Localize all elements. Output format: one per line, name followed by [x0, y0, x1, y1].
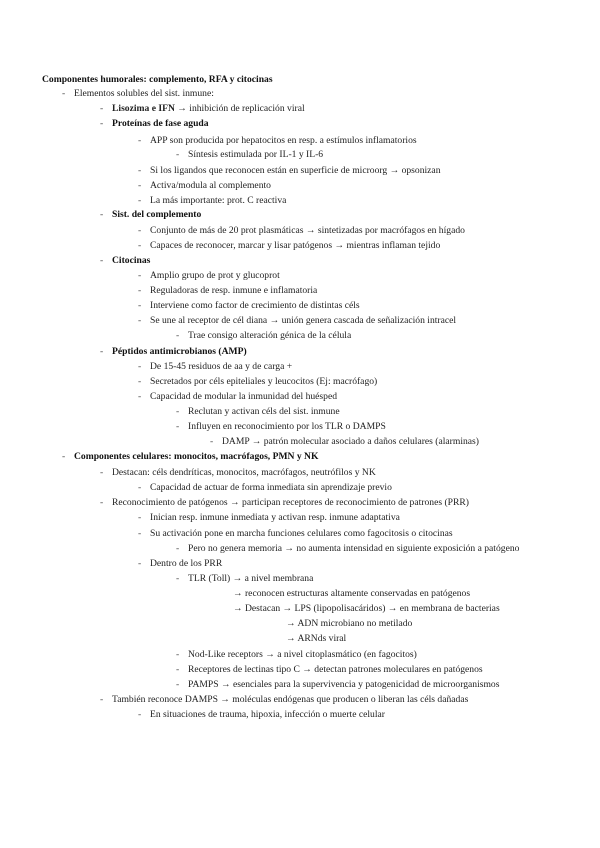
line-text: Se une al receptor de cél diana → unión genera cascada de señalización intracel [150, 315, 457, 326]
list-item [176, 648, 417, 662]
list-item [100, 345, 247, 359]
list-item [138, 481, 392, 495]
list-item [176, 542, 519, 556]
list-item [176, 420, 386, 434]
line-text: De 15-45 residuos de aa y de carga + [150, 361, 293, 372]
line-text: Dentro de los PRR [150, 558, 223, 569]
section-heading-humorales [42, 73, 273, 87]
dash-bullet: - [62, 88, 66, 99]
list-item [138, 557, 222, 571]
list-item [138, 269, 280, 283]
line-text: TLR (Toll) → a nivel membrana [188, 573, 314, 584]
dash-bullet: - [210, 436, 214, 447]
list-item [138, 194, 286, 208]
line-text: Trae consigo alteración génica de la célula [188, 330, 352, 341]
bold-run: Lisozima e IFN [112, 103, 175, 114]
section-heading-celulares [62, 450, 318, 464]
list-item [176, 572, 313, 586]
dash-bullet: - [138, 285, 142, 296]
line-text: Componentes celulares: monocitos, macrófagos, PMN y NK [74, 451, 319, 462]
list-item [100, 117, 209, 131]
list-item [138, 375, 377, 389]
list-item [138, 179, 271, 193]
dash-bullet: - [138, 376, 142, 387]
line-text: Conjunto de más de 20 prot plasmáticas → sintetizadas por macrófagos en hígado [150, 225, 465, 236]
line-text: Su activación pone en marcha funciones celulares como fagocitosis o citocinas [150, 528, 453, 539]
list-item [100, 254, 150, 268]
line-text: Destacan: céls dendríticas, monocitos, macrófagos, neutrófilos y NK [112, 467, 376, 478]
dash-bullet: - [138, 165, 142, 176]
dash-bullet: - [176, 149, 180, 160]
line-text: → reconocen estructuras altamente conservadas en patógenos [233, 588, 471, 599]
line-text: Nod-Like receptors → a nivel citoplasmático (en fagocitos) [188, 649, 417, 660]
line-text: DAMP → patrón molecular asociado a daños celulares (alarminas) [222, 436, 479, 447]
line-text: Reguladoras de resp. inmune e inflamatoria [150, 285, 318, 296]
line-text: Péptidos antimicrobianos (AMP) [112, 346, 247, 357]
list-item [138, 511, 400, 525]
line-text: Activa/modula al complemento [150, 180, 271, 191]
list-item [138, 360, 292, 374]
list-item [62, 87, 214, 101]
list-item [138, 284, 317, 298]
dash-bullet: - [138, 482, 142, 493]
dash-bullet: - [176, 330, 180, 341]
list-item [100, 496, 469, 510]
line-text: Proteínas de fase aguda [112, 118, 209, 129]
list-item [100, 466, 376, 480]
line-text: En situaciones de trauma, hipoxia, infección o muerte celular [150, 709, 385, 720]
continuation-line [233, 587, 470, 601]
line-text: Pero no genera memoria → no aumenta intensidad en siguiente exposición a patógeno [188, 543, 520, 554]
dash-bullet: - [138, 558, 142, 569]
line-text: Componentes humorales: complemento, RFA y citocinas [42, 74, 273, 85]
dash-bullet: - [176, 421, 180, 432]
list-item [138, 239, 440, 253]
line-text: Capacidad de modular la inmunidad del huésped [150, 391, 338, 402]
line-text: Capaces de reconocer, marcar y lisar patógenos → mientras inflaman tejido [150, 240, 441, 251]
line-text: Inician resp. inmune inmediata y activan resp. inmune adaptativa [150, 512, 400, 523]
dash-bullet: - [138, 391, 142, 402]
line-text: → Destacan → LPS (lipopolisacáridos) → en membrana de bacterias [233, 603, 500, 614]
line-text: Elementos solubles del sist. inmune: [74, 88, 214, 99]
dash-bullet: - [100, 694, 104, 705]
continuation-line [286, 617, 412, 631]
dash-bullet: - [100, 255, 104, 266]
list-item [138, 164, 441, 178]
dash-bullet: - [176, 573, 180, 584]
line-text: Sist. del complemento [112, 209, 202, 220]
line-text: PAMPS → esenciales para la supervivencia y patogenicidad de microorganismos [188, 679, 500, 690]
dash-bullet: - [138, 300, 142, 311]
normal-run: → inhibición de replicación viral [174, 103, 305, 114]
dash-bullet: - [138, 315, 142, 326]
dash-bullet: - [138, 135, 142, 146]
line-text: APP son producida por hepatocitos en resp. a estímulos inflamatorios [150, 135, 417, 146]
line-text: Reconocimiento de patógenos → participan receptores de reconocimiento de patrones (PRR) [112, 497, 469, 508]
dash-bullet: - [100, 467, 104, 478]
continuation-line [286, 632, 346, 646]
list-item [176, 678, 499, 692]
list-item [138, 527, 453, 541]
list-item [138, 708, 385, 722]
dash-bullet: - [138, 225, 142, 236]
list-item [138, 224, 465, 238]
list-item [138, 134, 417, 148]
dash-bullet: - [100, 346, 104, 357]
dash-bullet: - [138, 270, 142, 281]
dash-bullet: - [100, 118, 104, 129]
list-item [138, 299, 360, 313]
list-item [100, 208, 201, 222]
line-text: Citocinas [112, 255, 151, 266]
dash-bullet: - [100, 497, 104, 508]
dash-bullet: - [176, 649, 180, 660]
list-item [138, 314, 456, 328]
dash-bullet: - [138, 512, 142, 523]
dash-bullet: - [176, 543, 180, 554]
line-text: → ARNds viral [286, 633, 347, 644]
dash-bullet: - [138, 195, 142, 206]
line-text: Reclutan y activan céls del sist. inmune [188, 406, 340, 417]
line-text: La más importante: prot. C reactiva [150, 195, 287, 206]
dash-bullet: - [138, 528, 142, 539]
dash-bullet: - [138, 361, 142, 372]
line-text: Secretados por céls epiteliales y leucocitos (Ej: macrófago) [150, 376, 378, 387]
dash-bullet: - [138, 709, 142, 720]
line-text: Interviene como factor de crecimiento de distintas céls [150, 300, 360, 311]
continuation-line [233, 602, 500, 616]
dash-bullet: - [100, 103, 104, 114]
dash-bullet: - [176, 679, 180, 690]
list-item [100, 102, 305, 116]
line-text: Capacidad de actuar de forma inmediata sin aprendizaje previo [150, 482, 392, 493]
line-text: → ADN microbiano no metilado [286, 618, 413, 629]
list-item [176, 663, 483, 677]
line-text: También reconoce DAMPS → moléculas endógenas que producen o liberan las céls dañadas [112, 694, 469, 705]
line-text: Amplio grupo de prot y glucoprot [150, 270, 280, 281]
list-item [176, 405, 340, 419]
dash-bullet: - [176, 406, 180, 417]
line-text [112, 103, 305, 114]
line-text: Influyen en reconocimiento por los TLR o DAMPS [188, 421, 386, 432]
dash-bullet: - [100, 209, 104, 220]
list-item [176, 148, 323, 162]
list-item [100, 693, 468, 707]
line-text: Si los ligandos que reconocen están en superficie de microorg → opsonizan [150, 165, 441, 176]
list-item [210, 435, 479, 449]
line-text: Síntesis estimulada por IL-1 y IL-6 [188, 149, 324, 160]
list-item [138, 390, 337, 404]
dash-bullet: - [62, 451, 66, 462]
dash-bullet: - [138, 180, 142, 191]
line-text: Receptores de lectinas tipo C → detectan patrones moleculares en patógenos [188, 664, 483, 675]
list-item [176, 329, 351, 343]
dash-bullet: - [138, 240, 142, 251]
dash-bullet: - [176, 664, 180, 675]
